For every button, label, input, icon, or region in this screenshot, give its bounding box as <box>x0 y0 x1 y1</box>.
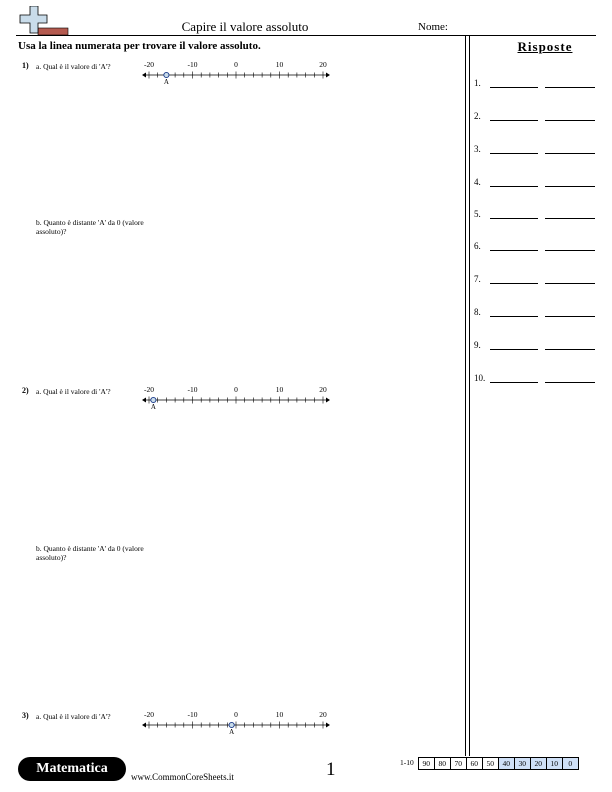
tick-label: -10 <box>187 385 198 394</box>
score-cell: 40 <box>498 757 515 770</box>
answer-number: 7. <box>474 274 481 284</box>
question-a: a. Qual è il valore di 'A'? <box>36 712 111 721</box>
answer-blank-a[interactable] <box>490 250 538 251</box>
point-marker <box>229 722 234 727</box>
tick-label: 0 <box>234 60 238 69</box>
score-cell: 80 <box>434 757 451 770</box>
score-cell: 70 <box>450 757 467 770</box>
answer-number: 4. <box>474 177 481 187</box>
number-line <box>140 384 332 414</box>
answer-row <box>474 340 598 354</box>
score-cell: 10 <box>546 757 563 770</box>
point-label: A <box>229 728 235 736</box>
answer-row <box>474 78 598 92</box>
point-marker <box>151 397 156 402</box>
answer-blank-a[interactable] <box>490 120 538 121</box>
question-a: a. Qual è il valore di 'A'? <box>36 62 111 71</box>
answer-blank-a[interactable] <box>490 382 538 383</box>
arrow-left-icon <box>142 73 146 78</box>
logo-icon <box>18 6 70 36</box>
answer-blank-a[interactable] <box>490 349 538 350</box>
question-b: b. Quanto è distante 'A' da 0 (valore assoluto)? <box>36 544 144 562</box>
arrow-left-icon <box>142 398 146 403</box>
tick-label: 0 <box>234 385 238 394</box>
question-b: b. Quanto è distante 'A' da 0 (valore assoluto)? <box>36 218 144 236</box>
answer-blank-b[interactable] <box>545 316 595 317</box>
score-table <box>398 757 579 769</box>
tick-label: -10 <box>187 60 198 69</box>
answer-blank-a[interactable] <box>490 186 538 187</box>
answer-blank-a[interactable] <box>490 316 538 317</box>
tick-label: 20 <box>319 385 327 394</box>
point-label: A <box>150 403 156 411</box>
answer-number: 10. <box>474 373 486 383</box>
score-label: 1-10 <box>400 758 414 767</box>
column-divider-inner <box>469 36 470 756</box>
answer-row <box>474 111 598 125</box>
answer-number: 3. <box>474 144 481 154</box>
answer-blank-b[interactable] <box>545 283 595 284</box>
column-divider <box>465 36 466 756</box>
score-cell: 30 <box>514 757 531 770</box>
tick-label: -20 <box>144 710 154 719</box>
header-divider <box>16 35 596 36</box>
arrow-right-icon <box>326 398 330 403</box>
score-cell: 60 <box>466 757 483 770</box>
answer-blank-b[interactable] <box>545 120 595 121</box>
arrow-right-icon <box>326 73 330 78</box>
problem-number: 2) <box>22 386 29 395</box>
score-cell: 20 <box>530 757 547 770</box>
tick-label: -20 <box>144 385 154 394</box>
answer-blank-b[interactable] <box>545 186 595 187</box>
answer-number: 2. <box>474 111 481 121</box>
answer-number: 9. <box>474 340 481 350</box>
answer-blank-a[interactable] <box>490 153 538 154</box>
tick-label: 0 <box>234 710 238 719</box>
answer-blank-a[interactable] <box>490 87 538 88</box>
answer-number: 8. <box>474 307 481 317</box>
answer-blank-b[interactable] <box>545 218 595 219</box>
footer-url: www.CommonCoreSheets.it <box>131 772 234 782</box>
answer-row <box>474 177 598 191</box>
answer-row <box>474 241 598 255</box>
answer-blank-a[interactable] <box>490 218 538 219</box>
answer-row <box>474 209 598 223</box>
question-a: a. Qual è il valore di 'A'? <box>36 387 111 396</box>
tick-label: 20 <box>319 710 327 719</box>
tick-label: 20 <box>319 60 327 69</box>
problem-number: 3) <box>22 711 29 720</box>
instructions: Usa la linea numerata per trovare il valore assoluto. <box>18 40 261 52</box>
brand-badge <box>18 757 126 781</box>
answer-blank-b[interactable] <box>545 382 595 383</box>
number-line <box>140 59 332 89</box>
answer-number: 6. <box>474 241 481 251</box>
tick-label: -10 <box>187 710 198 719</box>
answer-blank-a[interactable] <box>490 283 538 284</box>
score-cell: 50 <box>482 757 499 770</box>
answer-row <box>474 274 598 288</box>
point-marker <box>164 72 169 77</box>
tick-label: -20 <box>144 60 154 69</box>
arrow-right-icon <box>326 723 330 728</box>
answer-row <box>474 144 598 158</box>
answer-number: 5. <box>474 209 481 219</box>
point-label: A <box>163 78 169 86</box>
answer-blank-b[interactable] <box>545 87 595 88</box>
number-line <box>140 709 332 739</box>
arrow-left-icon <box>142 723 146 728</box>
page-title: Capire il valore assoluto <box>181 19 309 34</box>
answer-row <box>474 373 598 387</box>
tick-label: 10 <box>275 385 284 394</box>
score-cell: 90 <box>418 757 435 770</box>
answer-blank-b[interactable] <box>545 250 595 251</box>
tick-label: 10 <box>275 710 284 719</box>
answer-blank-b[interactable] <box>545 349 595 350</box>
brand-label: Matematica <box>36 761 108 776</box>
answer-row <box>474 307 598 321</box>
name-label: Nome: <box>418 21 448 33</box>
tick-label: 10 <box>275 60 284 69</box>
answers-title: Risposte <box>517 39 573 54</box>
page-number: 1 <box>326 759 336 780</box>
score-cell: 0 <box>562 757 579 770</box>
problem-number: 1) <box>22 61 29 70</box>
answer-number: 1. <box>474 78 481 88</box>
answer-blank-b[interactable] <box>545 153 595 154</box>
